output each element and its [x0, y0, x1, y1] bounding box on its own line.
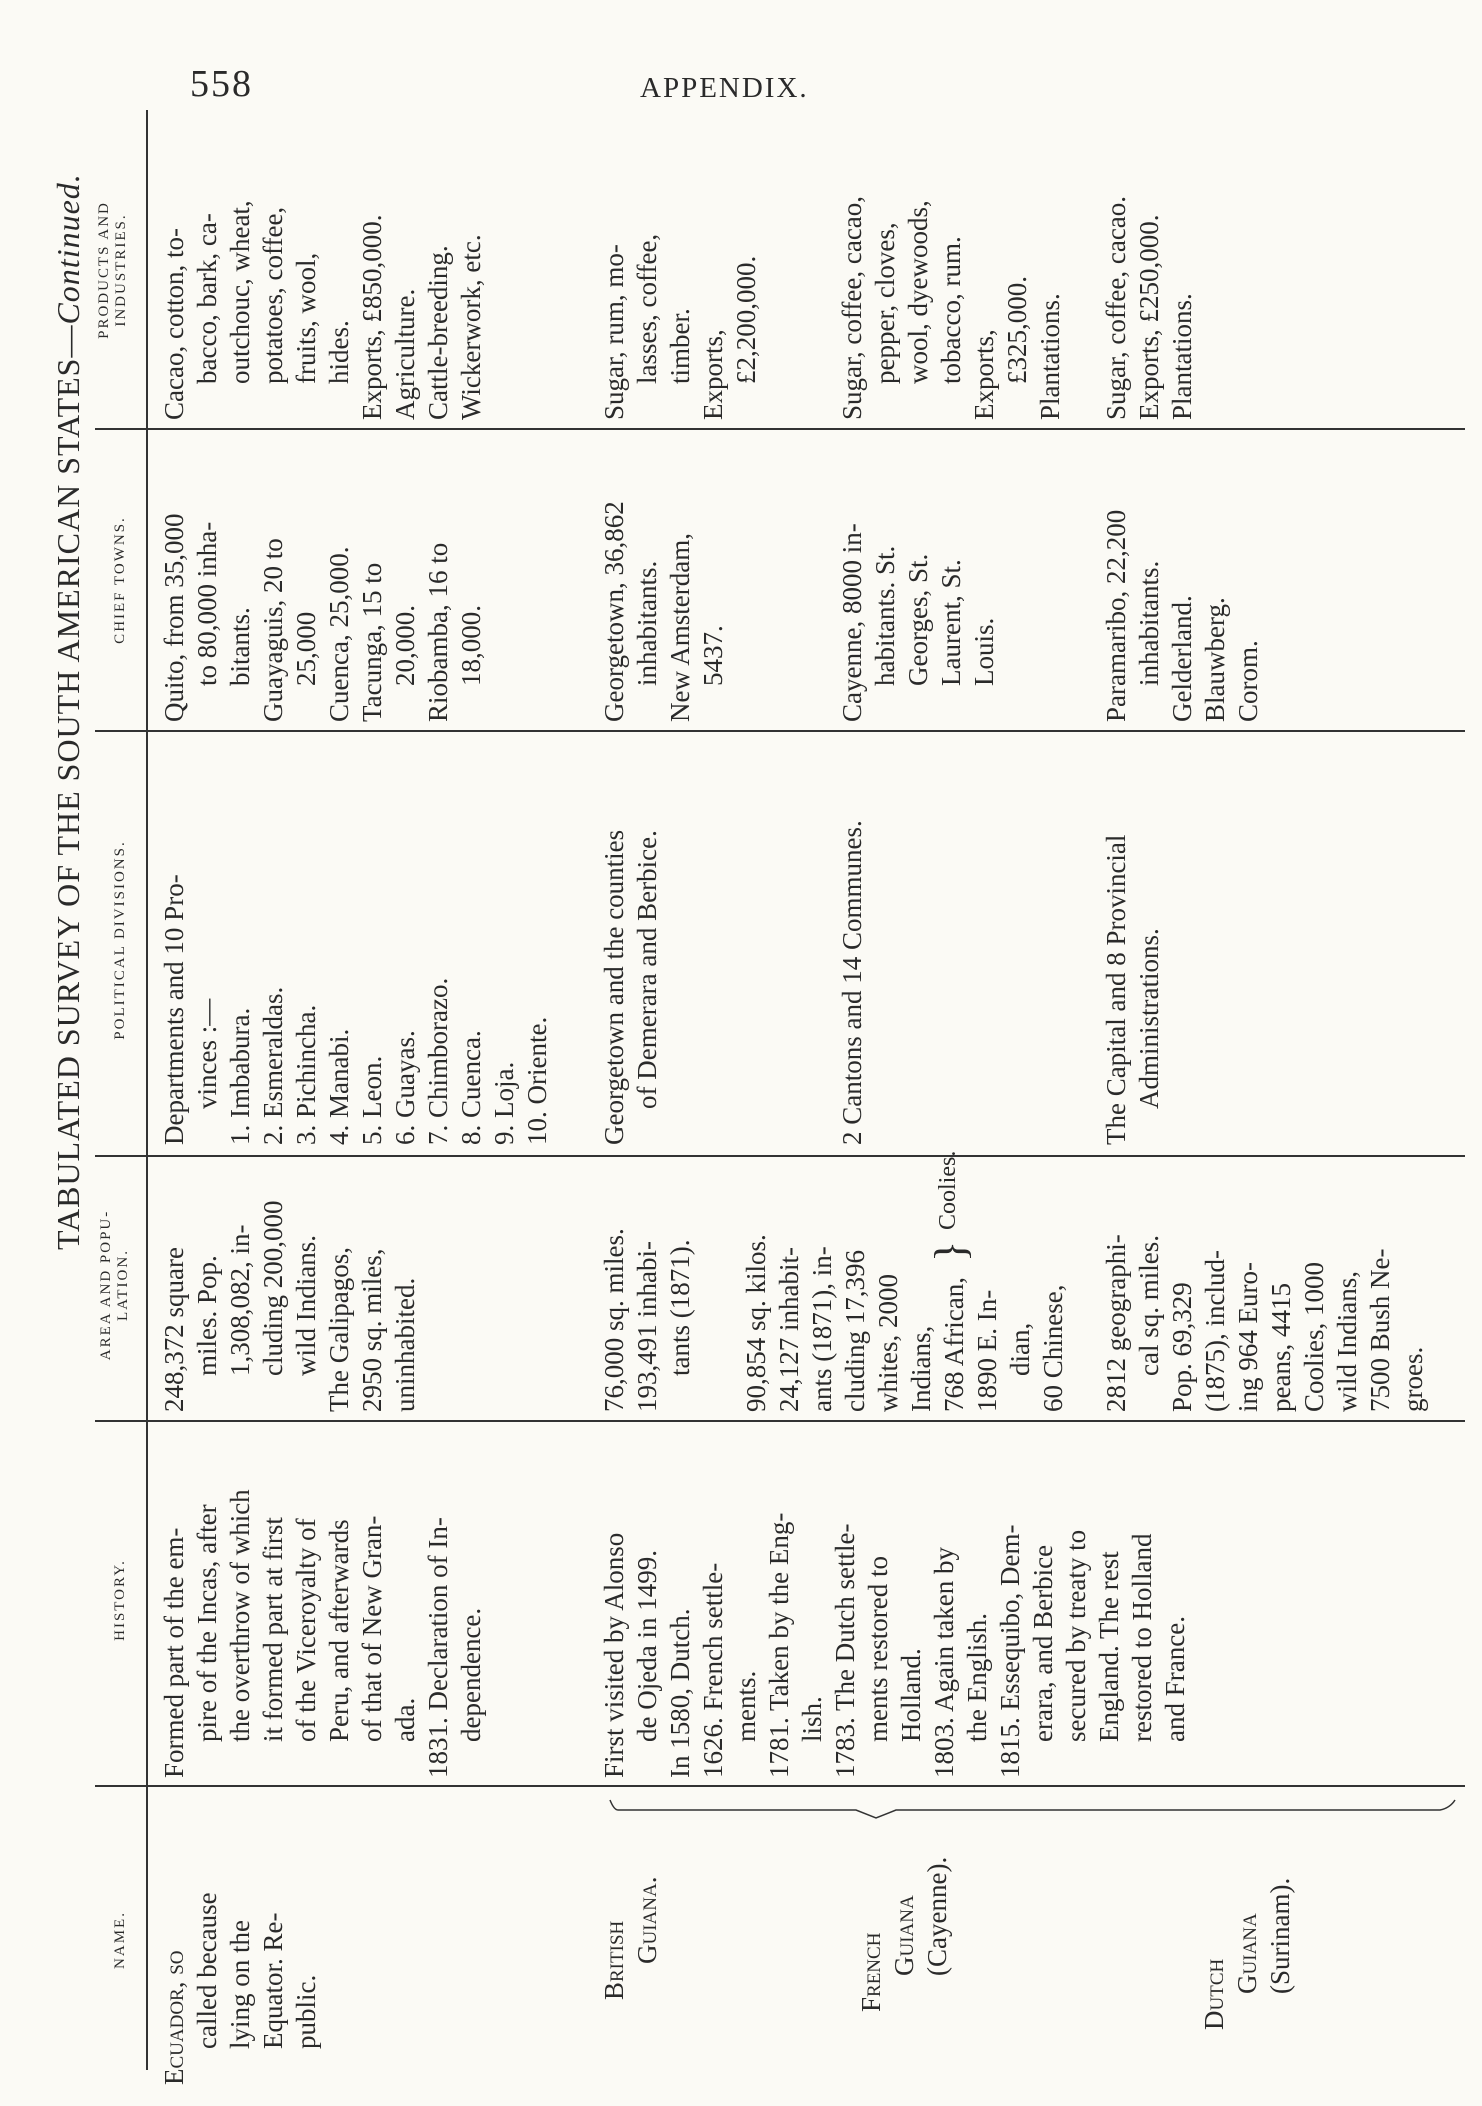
british-name: British Guiana. [599, 1876, 662, 2000]
header-name: NAME. [112, 1911, 128, 1969]
dutch-name: Dutch Guiana (Surinam). [1199, 1877, 1295, 2030]
ecuador-products: Cacao, cotton, to- bacco, bark, ca- outchouc, wheat, potatoes, coffee, fruits, wool, hides. Exports, £850,000. Agriculture. Cattle-breeding. Wickerwork, etc. [159, 200, 486, 420]
coolies-brace: } [926, 1240, 975, 1262]
header-area: AREA AND POPU- LATION. [98, 1209, 131, 1361]
french-products: Sugar, coffee, cacao, pepper, cloves, wool, dyewoods, tobacco, rum. Exports, £325,000. Plantations. [837, 195, 1065, 420]
british-bracket [610, 1800, 1455, 1818]
british-political: Georgetown and the counties of Demerara and Berbice. [599, 829, 662, 1145]
column-rule-1 [95, 428, 1465, 430]
dutch-towns: Paramaribo, 22,200 inhabitants. Gelderland. Blauwberg. Corom. [1101, 509, 1263, 722]
french-political: 2 Cantons and 14 Communes. [837, 820, 867, 1145]
dutch-products: Sugar, coffee, cacao. Exports, £250,000. Plantations. [1101, 195, 1197, 420]
page-number: 558 [190, 63, 253, 105]
ecuador-towns: Quito, from 35,000 to 80,000 inha- bitants. Guayaguis, 20 to 25,000 Cuenca, 25,000. Tacunga, 15 to 20,000. Riobamba, 16 to 18,000. [159, 513, 486, 722]
table-title-continued: Continued. [50, 173, 86, 325]
header-rule [146, 110, 148, 2070]
dutch-area: 2812 geographi- cal sq. miles. Pop. 69,329 (1875), includ- ing 964 Euro- peans, 4415 Coolies, 1000 wild Indians, 7500 Bush Ne- groes. [1101, 1234, 1428, 1412]
british-products: Sugar, rum, mo- lasses, coffee, timber. Exports, £2,200,000. [599, 233, 761, 420]
ecuador-area: 248,372 square miles. Pop. 1,308,082, in- cluding 200,000 wild Indians. The Galipagos, 2950 sq. miles, uninhabited. [159, 1200, 420, 1412]
ecuador-name: Ecuador, so called because lying on the Equator. Re- public. [159, 1892, 321, 2085]
ecuador-history: Formed part of the em- pire of the Incas, after the overthrow of which it formed part at first of the Viceroyalty of Peru, and afterwards of that of New Gran- ada. 1831. Declaration of In- dependence. [159, 1489, 486, 1778]
french-area: 90,854 sq. kilos. 24,127 inhabit- ants (1871), in- cluding 17,396 whites, 2000 Indians, 768 African, 1890 E. In- dian, 60 Chinese, [741, 1234, 1068, 1412]
table-title-main: TABULATED SURVEY OF THE SOUTH AMERICAN STATES— [50, 324, 86, 1250]
british-towns: Georgetown, 36,862 inhabitants. New Amsterdam, 5437. [599, 501, 728, 722]
french-coolies-label: Coolies. [935, 1150, 961, 1230]
dutch-political: The Capital and 8 Provincial Administrations. [1101, 834, 1164, 1145]
header-towns: CHIEF TOWNS. [112, 516, 128, 644]
british-history: First visited by Alonso de Ojeda in 1499. In 1580, Dutch. 1626. French settle- ments. 1781. Taken by the Eng- lish. 1783. The Dutch settle- ments restored to Holland. 1803. Again taken by the English. 1815. Essequibo, Dem- erara, and Berbice secured by treaty to England. The rest restored to Holland and France. [599, 1512, 1190, 1778]
header-history: HISTORY. [112, 1559, 128, 1641]
french-towns: Cayenne, 8000 in- habitants. St. Georges, St. Laurent, St. Louis. [837, 523, 999, 722]
running-head: APPENDIX. [640, 72, 809, 104]
british-area: 76,000 sq. miles. 193,491 inhabi- tants (1871). [599, 1228, 695, 1412]
header-products: PRODUCTS AND INDUSTRIES. [96, 201, 129, 339]
header-political: POLITICAL DIVISIONS. [112, 840, 128, 1040]
column-rule-2 [95, 730, 1465, 732]
french-name: French Guiana (Cayenne). [856, 1856, 952, 2012]
table-title [50, 173, 87, 1250]
ecuador-political: Departments and 10 Pro- vinces :— 1. Imbabura. 2. Esmeraldas. 3. Pichincha. 4. Manabi. 5. Leon. 6. Guayas. 7. Chimborazo. 8. Cuenca. 9. Loja. 10. Oriente. [159, 874, 552, 1145]
column-rule-4 [95, 1420, 1465, 1422]
